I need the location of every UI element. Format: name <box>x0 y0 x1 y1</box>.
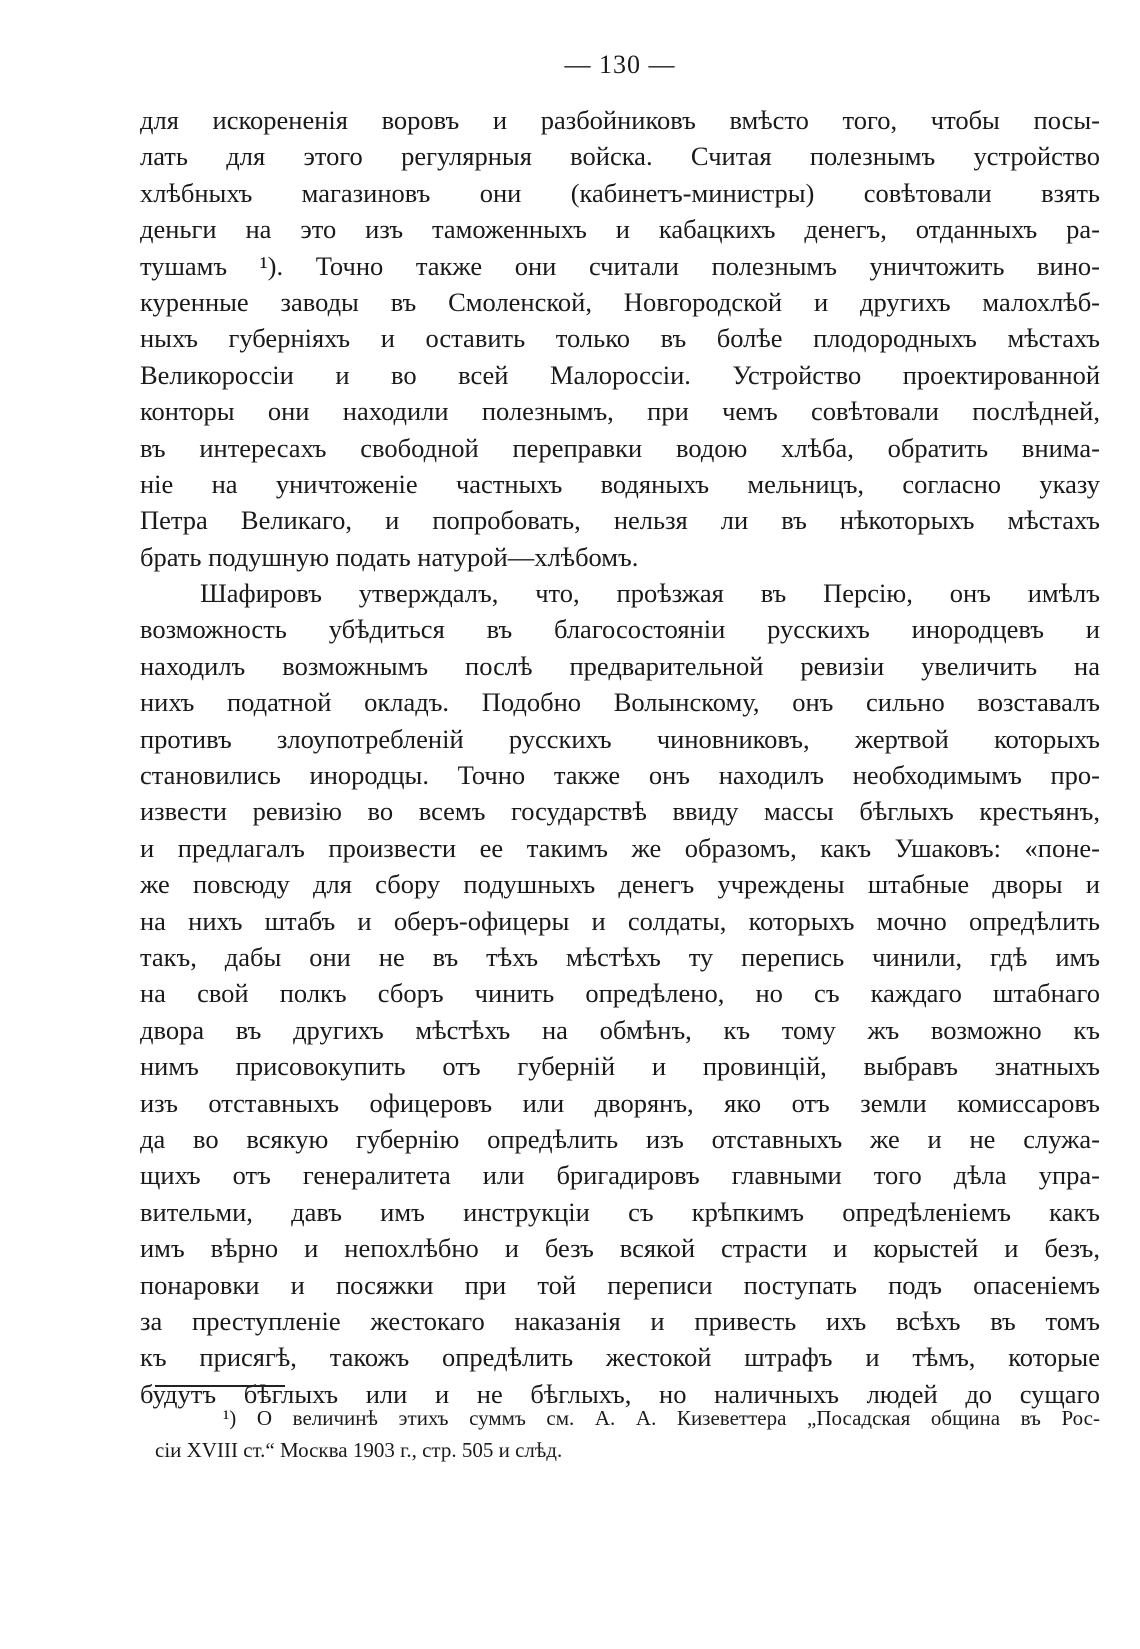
text-line: на свой полкъ сборъ чинить опредѣлено, но съ каждаго штабнаго <box>140 978 1100 1009</box>
text-line: становились инородцы. Точно также онъ находилъ необходимымъ про- <box>140 760 1100 791</box>
text-line: возможность убѣдиться въ благосостояніи русскихъ инородцевъ и <box>140 614 1100 645</box>
text-line: такъ, дабы они не въ тѣхъ мѣстѣхъ ту перепись чинили, гдѣ имъ <box>140 941 1100 972</box>
text-line: щихъ отъ генералитета или бригадировъ главными того дѣла упра- <box>140 1160 1100 1191</box>
paragraph-2 <box>140 575 1100 1412</box>
text-line: деньги на это изъ таможенныхъ и кабацкихъ денегъ, отданныхъ ра- <box>140 214 1100 245</box>
text-line: тушамъ ¹). Точно также они считали полезнымъ уничтожить вино- <box>140 250 1100 281</box>
text-line: имъ вѣрно и непохлѣбно и безъ всякой страсти и корыстей и безъ, <box>140 1233 1100 1264</box>
text-line: ныхъ губерніяхъ и оставить только въ болѣе плодородныхъ мѣстахъ <box>140 323 1100 354</box>
text-line: Великороссіи и во всей Малороссіи. Устройство проектированной <box>140 359 1100 390</box>
footnote <box>155 1402 1100 1466</box>
text-line: изъ отставныхъ офицеровъ или дворянъ, яко отъ земли комиссаровъ <box>140 1087 1100 1118</box>
text-line: двора въ другихъ мѣстѣхъ на обмѣнъ, къ тому жъ возможно къ <box>140 1014 1100 1045</box>
footnote-line: сіи XVIII ст.“ Москва 1903 г., стр. 505 и слѣд. <box>155 1438 563 1462</box>
text-line: ніе на уничтоженіе частныхъ водяныхъ мельницъ, согласно указу <box>140 468 1100 499</box>
text-line: въ интересахъ свободной переправки водою хлѣба, обратить внима- <box>140 432 1100 463</box>
text-line: брать подушную подать натурой—хлѣбомъ. <box>140 541 639 572</box>
text-line: же повсюду для сбору подушныхъ денегъ учреждены штабные дворы и <box>140 869 1100 900</box>
text-line: конторы они находили полезнымъ, при чемъ совѣтовали послѣдней, <box>140 396 1100 427</box>
footnote-divider <box>155 1385 285 1387</box>
page-number: — 130 — <box>564 50 676 79</box>
text-line: куренные заводы въ Смоленской, Новгородской и другихъ малохлѣб- <box>140 286 1100 317</box>
text-line: Шафировъ утверждалъ, что, проѣзжая въ Персію, онъ имѣлъ <box>200 578 1100 609</box>
text-line: будутъ бѣглыхъ или и не бѣглыхъ, но наличныхъ людей до сущаго <box>140 1378 1100 1409</box>
text-line: Петра Великаго, и попробовать, нельзя ли въ нѣкоторыхъ мѣстахъ <box>140 505 1100 536</box>
text-line: вительми, давъ имъ инструкціи съ крѣпкимъ опредѣленіемъ какъ <box>140 1196 1100 1227</box>
body-text <box>140 102 1100 1412</box>
paragraph-1 <box>140 102 1100 575</box>
text-line: понаровки и посяжки при той переписи поступать подъ опасеніемъ <box>140 1269 1100 1300</box>
text-line: къ присягѣ, такожъ опредѣлить жестокой штрафъ и тѣмъ, которые <box>140 1342 1100 1373</box>
text-line: лать для этого регулярныя войска. Считая полезнымъ устройство <box>140 141 1100 172</box>
text-line: противъ злоупотребленій русскихъ чиновниковъ, жертвой которыхъ <box>140 723 1100 754</box>
text-line: и предлагалъ произвести ее такимъ же образомъ, какъ Ушаковъ: «поне- <box>140 832 1100 863</box>
text-line: за преступленіе жестокаго наказанія и привесть ихъ всѣхъ въ томъ <box>140 1305 1100 1336</box>
text-line: извести ревизію во всемъ государствѣ ввиду массы бѣглыхъ крестьянъ, <box>140 796 1100 827</box>
text-line: нихъ податной окладъ. Подобно Волынскому, онъ сильно возставалъ <box>140 687 1100 718</box>
footnote-line: ¹) О величинѣ этихъ суммъ см. А. А. Кизеветтера „Посадская община въ Рос- <box>223 1406 1100 1430</box>
text-line: для искорененія воровъ и разбойниковъ вмѣсто того, чтобы посы- <box>140 105 1100 135</box>
text-line: на нихъ штабъ и оберъ-офицеры и солдаты, которыхъ мочно опредѣлить <box>140 905 1100 936</box>
text-line: нимъ присовокупить отъ губерній и провинцій, выбравъ знатныхъ <box>140 1051 1100 1082</box>
text-line: да во всякую губернію опредѣлить изъ отставныхъ же и не служа- <box>140 1123 1100 1154</box>
text-line: хлѣбныхъ магазиновъ они (кабинетъ-министры) совѣтовали взять <box>140 177 1100 208</box>
text-line: находилъ возможнымъ послѣ предварительной ревизіи увеличить на <box>140 650 1100 681</box>
